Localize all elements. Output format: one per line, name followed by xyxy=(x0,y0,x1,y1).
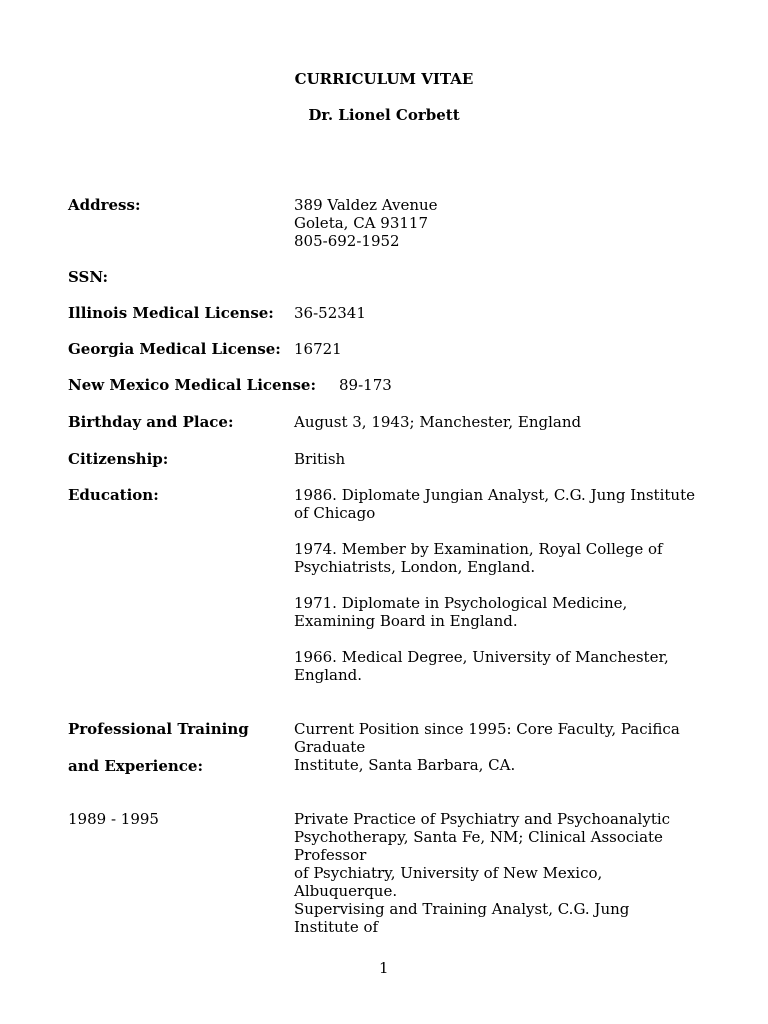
experience-line: Supervising and Training Analyst, C.G. Jung xyxy=(294,900,630,918)
education-label: Education: xyxy=(68,486,159,504)
citizenship-label: Citizenship: xyxy=(68,450,169,468)
current-position xyxy=(294,720,704,774)
address-line-city: Goleta, CA 93117 xyxy=(294,214,428,232)
current-position-line: Institute, Santa Barbara, CA. xyxy=(294,756,516,774)
education-entry xyxy=(294,540,704,576)
illinois-license-value: 36-52341 xyxy=(294,304,366,322)
georgia-license-value: 16721 xyxy=(294,340,342,358)
address-line-street: 389 Valdez Avenue xyxy=(294,196,438,214)
professional-label-line2: and Experience: xyxy=(68,757,204,775)
experience-years: 1989 - 1995 xyxy=(68,810,159,828)
experience-description xyxy=(294,810,704,936)
education-entry-line: Psychiatrists, London, England. xyxy=(294,558,536,576)
address-value xyxy=(294,196,704,250)
experience-line: Albuquerque. xyxy=(294,882,398,900)
experience-line: Psychotherapy, Santa Fe, NM; Clinical Associate xyxy=(294,828,663,846)
birthday-label: Birthday and Place: xyxy=(68,413,234,431)
experience-line: Institute of xyxy=(294,918,379,936)
education-entry-line: 1986. Diplomate Jungian Analyst, C.G. Jung Institute xyxy=(294,486,695,504)
education-entry xyxy=(294,594,704,630)
education-entry xyxy=(294,648,704,684)
experience-line: Professor xyxy=(294,846,367,864)
education-entry-line: of Chicago xyxy=(294,504,376,522)
ssn-label: SSN: xyxy=(68,268,109,286)
address-line-phone: 805-692-1952 xyxy=(294,232,400,250)
document-title: CURRICULUM VITAE xyxy=(294,70,474,88)
experience-line: Private Practice of Psychiatry and Psychoanalytic xyxy=(294,810,671,828)
education-entry-line: 1974. Member by Examination, Royal College of xyxy=(294,540,663,558)
newmexico-license-value: 89-173 xyxy=(339,376,392,394)
education-entry-line: England. xyxy=(294,666,362,684)
current-position-line: Current Position since 1995: Core Faculty, Pacifica xyxy=(294,720,680,738)
current-position-line: Graduate xyxy=(294,738,366,756)
experience-line: of Psychiatry, University of New Mexico, xyxy=(294,864,603,882)
person-name: Dr. Lionel Corbett xyxy=(308,106,460,124)
page-number: 1 xyxy=(379,959,389,977)
address-label: Address: xyxy=(68,196,141,214)
professional-label-line1: Professional Training xyxy=(68,720,249,738)
georgia-license-label: Georgia Medical License: xyxy=(68,340,281,358)
education-entry xyxy=(294,486,704,522)
newmexico-license-label: New Mexico Medical License: xyxy=(68,376,316,394)
education-entry-line: Examining Board in England. xyxy=(294,612,518,630)
education-entry-line: 1966. Medical Degree, University of Manchester, xyxy=(294,648,669,666)
education-entry-line: 1971. Diplomate in Psychological Medicine, xyxy=(294,594,628,612)
citizenship-value: British xyxy=(294,450,346,468)
illinois-license-label: Illinois Medical License: xyxy=(68,304,274,322)
birthday-value: August 3, 1943; Manchester, England xyxy=(294,413,582,431)
